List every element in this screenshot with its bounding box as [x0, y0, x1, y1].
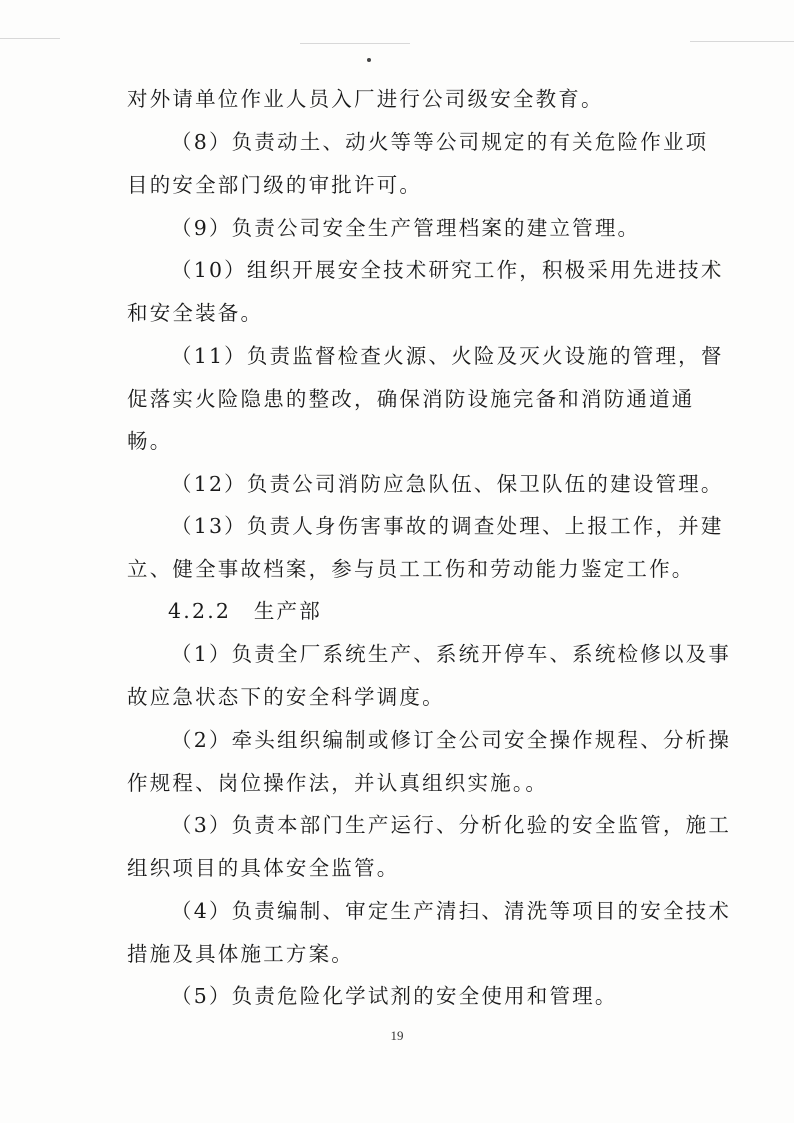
body-line-4: （9）负责公司安全生产管理档案的建立管理。	[171, 216, 641, 240]
body-line-3: 目的安全部门级的审批许可。	[127, 173, 423, 197]
body-line-8: 促落实火险隐患的整改，确保消防设施完备和消防通道通	[127, 387, 695, 411]
body-line-2: （8）负责动土、动火等等公司规定的有关危险作业项	[171, 130, 709, 154]
body-line-15: 故应急状态下的安全科学调度。	[127, 685, 445, 709]
body-line-10: （12）负责公司消防应急队伍、保卫队伍的建设管理。	[171, 472, 724, 496]
body-line-18: （3）负责本部门生产运行、分析化验的安全监管，施工	[171, 813, 732, 837]
body-line-5: （10）组织开展安全技术研究工作，积极采用先进技术	[171, 258, 724, 282]
section-heading: 4.2.2 生产部	[168, 599, 322, 623]
body-line-16: （2）牵头组织编制或修订全公司安全操作规程、分析操	[171, 728, 732, 752]
body-line-19: 组织项目的具体安全监管。	[127, 856, 400, 880]
scan-artifact-line	[690, 41, 794, 42]
body-line-6: 和安全装备。	[127, 301, 264, 325]
body-line-11: （13）负责人身伤害事故的调查处理、上报工作，并建	[171, 514, 724, 538]
page-number: 19	[390, 1028, 404, 1043]
body-line-22: （5）负责危险化学试剂的安全使用和管理。	[171, 984, 618, 1008]
scan-artifact-line	[0, 38, 60, 39]
scan-artifact-dot	[367, 58, 371, 62]
body-line-20: （4）负责编制、审定生产清扫、清洗等项目的安全技术	[171, 899, 732, 923]
body-line-17: 作规程、岗位操作法，并认真组织实施。。	[127, 771, 549, 795]
body-line-14: （1）负责全厂系统生产、系统开停车、系统检修以及事	[171, 642, 732, 666]
body-line-12: 立、健全事故档案，参与员工工伤和劳动能力鉴定工作。	[127, 557, 695, 581]
scan-artifact-line	[300, 43, 410, 44]
body-line-7: （11）负责监督检查火源、火险及灭火设施的管理，督	[171, 344, 724, 368]
body-line-1: 对外请单位作业人员入厂进行公司级安全教育。	[127, 87, 604, 111]
body-line-21: 措施及具体施工方案。	[127, 942, 354, 966]
body-line-9: 畅。	[127, 429, 173, 453]
